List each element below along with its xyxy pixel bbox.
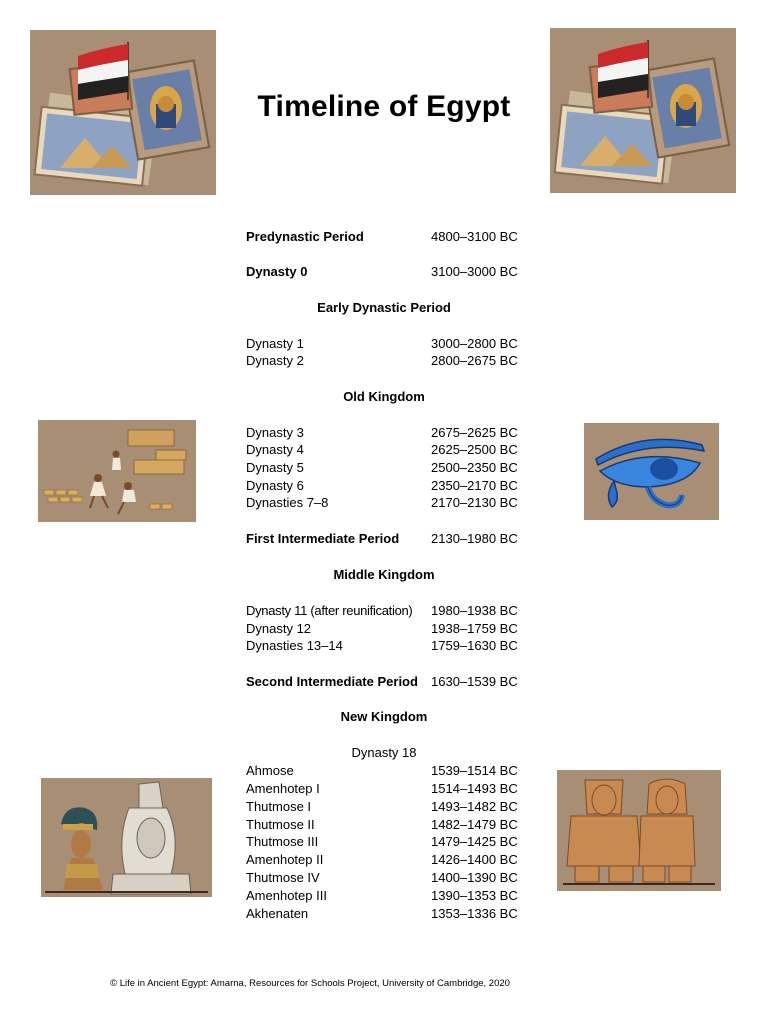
period-name: Predynastic Period — [246, 229, 364, 244]
copyright-credit: © Life in Ancient Egypt: Amarna, Resources for Schools Project, University of Cambridge, 2020 — [110, 978, 510, 989]
reign-dates: 1482–1479 BC — [431, 817, 518, 832]
page-title: Timeline of Egypt — [257, 90, 511, 123]
seated-statues-icon — [557, 770, 721, 891]
brickmakers-icon — [38, 420, 196, 522]
reign-dates: 1479–1425 BC — [431, 834, 518, 849]
section-heading: New Kingdom — [340, 709, 428, 724]
period-dates: 2170–2130 BC — [431, 495, 518, 510]
ruler-name: Ahmose — [246, 763, 294, 778]
period-dates: 2500–2350 BC — [431, 460, 518, 475]
period-dates: 2625–2500 BC — [431, 442, 518, 457]
period-dates: 1938–1759 BC — [431, 621, 518, 636]
section-heading: Early Dynastic Period — [317, 300, 451, 315]
ruler-name: Thutmose I — [246, 799, 312, 814]
egypt-postcards-icon — [550, 28, 736, 193]
period-dates: 2130–1980 BC — [431, 531, 518, 546]
section-subheading: Dynasty 18 — [351, 745, 417, 760]
period-dates: 3000–2800 BC — [431, 336, 518, 351]
ruler-name: Thutmose IV — [246, 870, 320, 885]
period-dates: 3100–3000 BC — [431, 264, 518, 279]
reign-dates: 1426–1400 BC — [431, 852, 518, 867]
reign-dates: 1493–1482 BC — [431, 799, 518, 814]
period-name: Dynasty 2 — [246, 353, 304, 368]
reign-dates: 1539–1514 BC — [431, 763, 518, 778]
period-dates: 2350–2170 BC — [431, 478, 518, 493]
period-name: Dynasty 5 — [246, 460, 304, 475]
egypt-postcards-icon — [30, 30, 216, 195]
reign-dates: 1390–1353 BC — [431, 888, 518, 903]
period-name: Dynasty 3 — [246, 425, 304, 440]
ruler-name: Thutmose III — [246, 834, 319, 849]
reign-dates: 1353–1336 BC — [431, 906, 518, 921]
ruler-name: Thutmose II — [246, 817, 315, 832]
period-name: Dynasties 7–8 — [246, 495, 329, 510]
period-name: Dynasty 6 — [246, 478, 304, 493]
period-dates: 1980–1938 BC — [431, 603, 518, 618]
period-name: Second Intermediate Period — [246, 674, 418, 689]
period-name: Dynasties 13–14 — [246, 638, 343, 653]
period-dates: 2800–2675 BC — [431, 353, 518, 368]
period-dates: 1759–1630 BC — [431, 638, 518, 653]
section-heading: Old Kingdom — [343, 389, 425, 404]
period-name: Dynasty 0 — [246, 264, 308, 279]
reign-dates: 1400–1390 BC — [431, 870, 518, 885]
period-name: First Intermediate Period — [246, 531, 400, 546]
ruler-name: Akhenaten — [246, 906, 309, 921]
period-dates: 4800–3100 BC — [431, 229, 518, 244]
period-name: Dynasty 4 — [246, 442, 304, 457]
period-dates: 1630–1539 BC — [431, 674, 518, 689]
period-name: Dynasty 12 — [246, 621, 312, 636]
ruler-name: Amenhotep III — [246, 888, 327, 903]
period-name: Dynasty 11 (after reunification) — [246, 603, 413, 618]
ruler-name: Amenhotep II — [246, 852, 324, 867]
period-dates: 2675–2625 BC — [431, 425, 518, 440]
ruler-name: Amenhotep I — [246, 781, 320, 796]
nefertiti-akhenaten-icon — [41, 778, 212, 897]
eye-of-horus-icon — [584, 423, 719, 520]
section-heading: Middle Kingdom — [333, 567, 435, 582]
period-name: Dynasty 1 — [246, 336, 304, 351]
reign-dates: 1514–1493 BC — [431, 781, 518, 796]
